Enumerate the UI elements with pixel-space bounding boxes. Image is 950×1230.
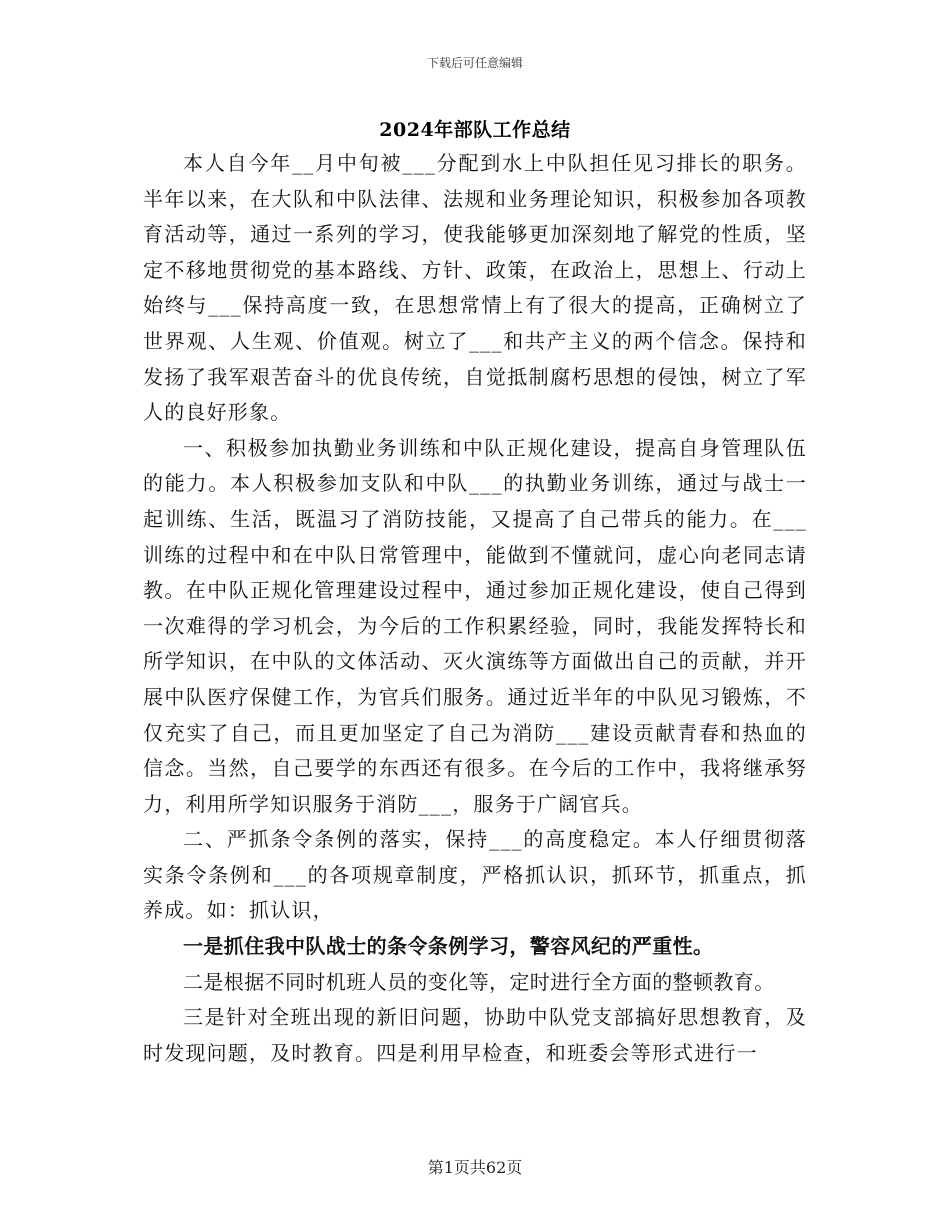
document-title: 2024年部队工作总结: [379, 119, 571, 141]
header-note: 下载后可任意编辑: [426, 56, 523, 70]
document-body: [143, 146, 807, 1071]
page-number: 第1页共62页: [427, 1158, 523, 1177]
paragraph-point-two: 二是根据不同时机班人员的变化等，定时进行全方面的整顿教育。: [183, 969, 775, 994]
paragraph-section-one: 一、积极参加执勤业务训练和中队正规化建设，提高自身管理队伍的能力。本人积极参加支队和中队___的执勤业务训练，通过与战士一起训练、生活，既温习了消防技能，又提高了自己带兵的能力。在___训练的过程中和在中队日常管理中，能做到不懂就问，虚心向老同志请教。在中队正规化管理建设过程中，通过参加正规化建设，使自己得到一次难得的学习机会，为今后的工作积累经验，同时，我能发挥特长和所学知识，在中队的文体活动、灭火演练等方面做出自己的贡献，并开展中队医疗保健工作，为官兵们服务。通过近半年的中队见习锻炼，不仅充实了自己，而且更加坚定了自己为消防___建设贡献青春和热血的信念。当然，自己要学的东西还有很多。在今后的工作中，我将继承努力，利用所学知识服务于消防___，服务于广阔官兵。: [143, 435, 807, 816]
paragraph-intro: 本人自今年__月中旬被___分配到水上中队担任见习排长的职务。半年以来，在大队和中队法律、法规和业务理论知识，积极参加各项教育活动等，通过一系列的学习，使我能够更加深刻地了解党的性质，坚定不移地贯彻党的基本路线、方针、政策，在政治上，思想上、行动上始终与___保持高度一致，在思想常情上有了很大的提高，正确树立了世界观、人生观、价值观。树立了___和共产主义的两个信念。保持和发扬了我军艰苦奋斗的优良传统，自觉抵制腐朽思想的侵蚀，树立了军人的良好形象。: [143, 151, 807, 425]
paragraph-point-three: 三是针对全班出现的新旧问题，协助中队党支部搞好思想教育，及时发现问题，及时教育。四是利用早检查，和班委会等形式进行一: [143, 1005, 807, 1065]
paragraph-section-two: 二、严抓条令条例的落实，保持___的高度稳定。本人仔细贯彻落实条令条例和___的各项规章制度，严格抓认识，抓环节，抓重点，抓养成。如：抓认识，: [143, 827, 807, 923]
paragraph-point-one: 一是抓住我中队战士的条令条例学习，警容风纪的严重性。: [183, 934, 714, 959]
